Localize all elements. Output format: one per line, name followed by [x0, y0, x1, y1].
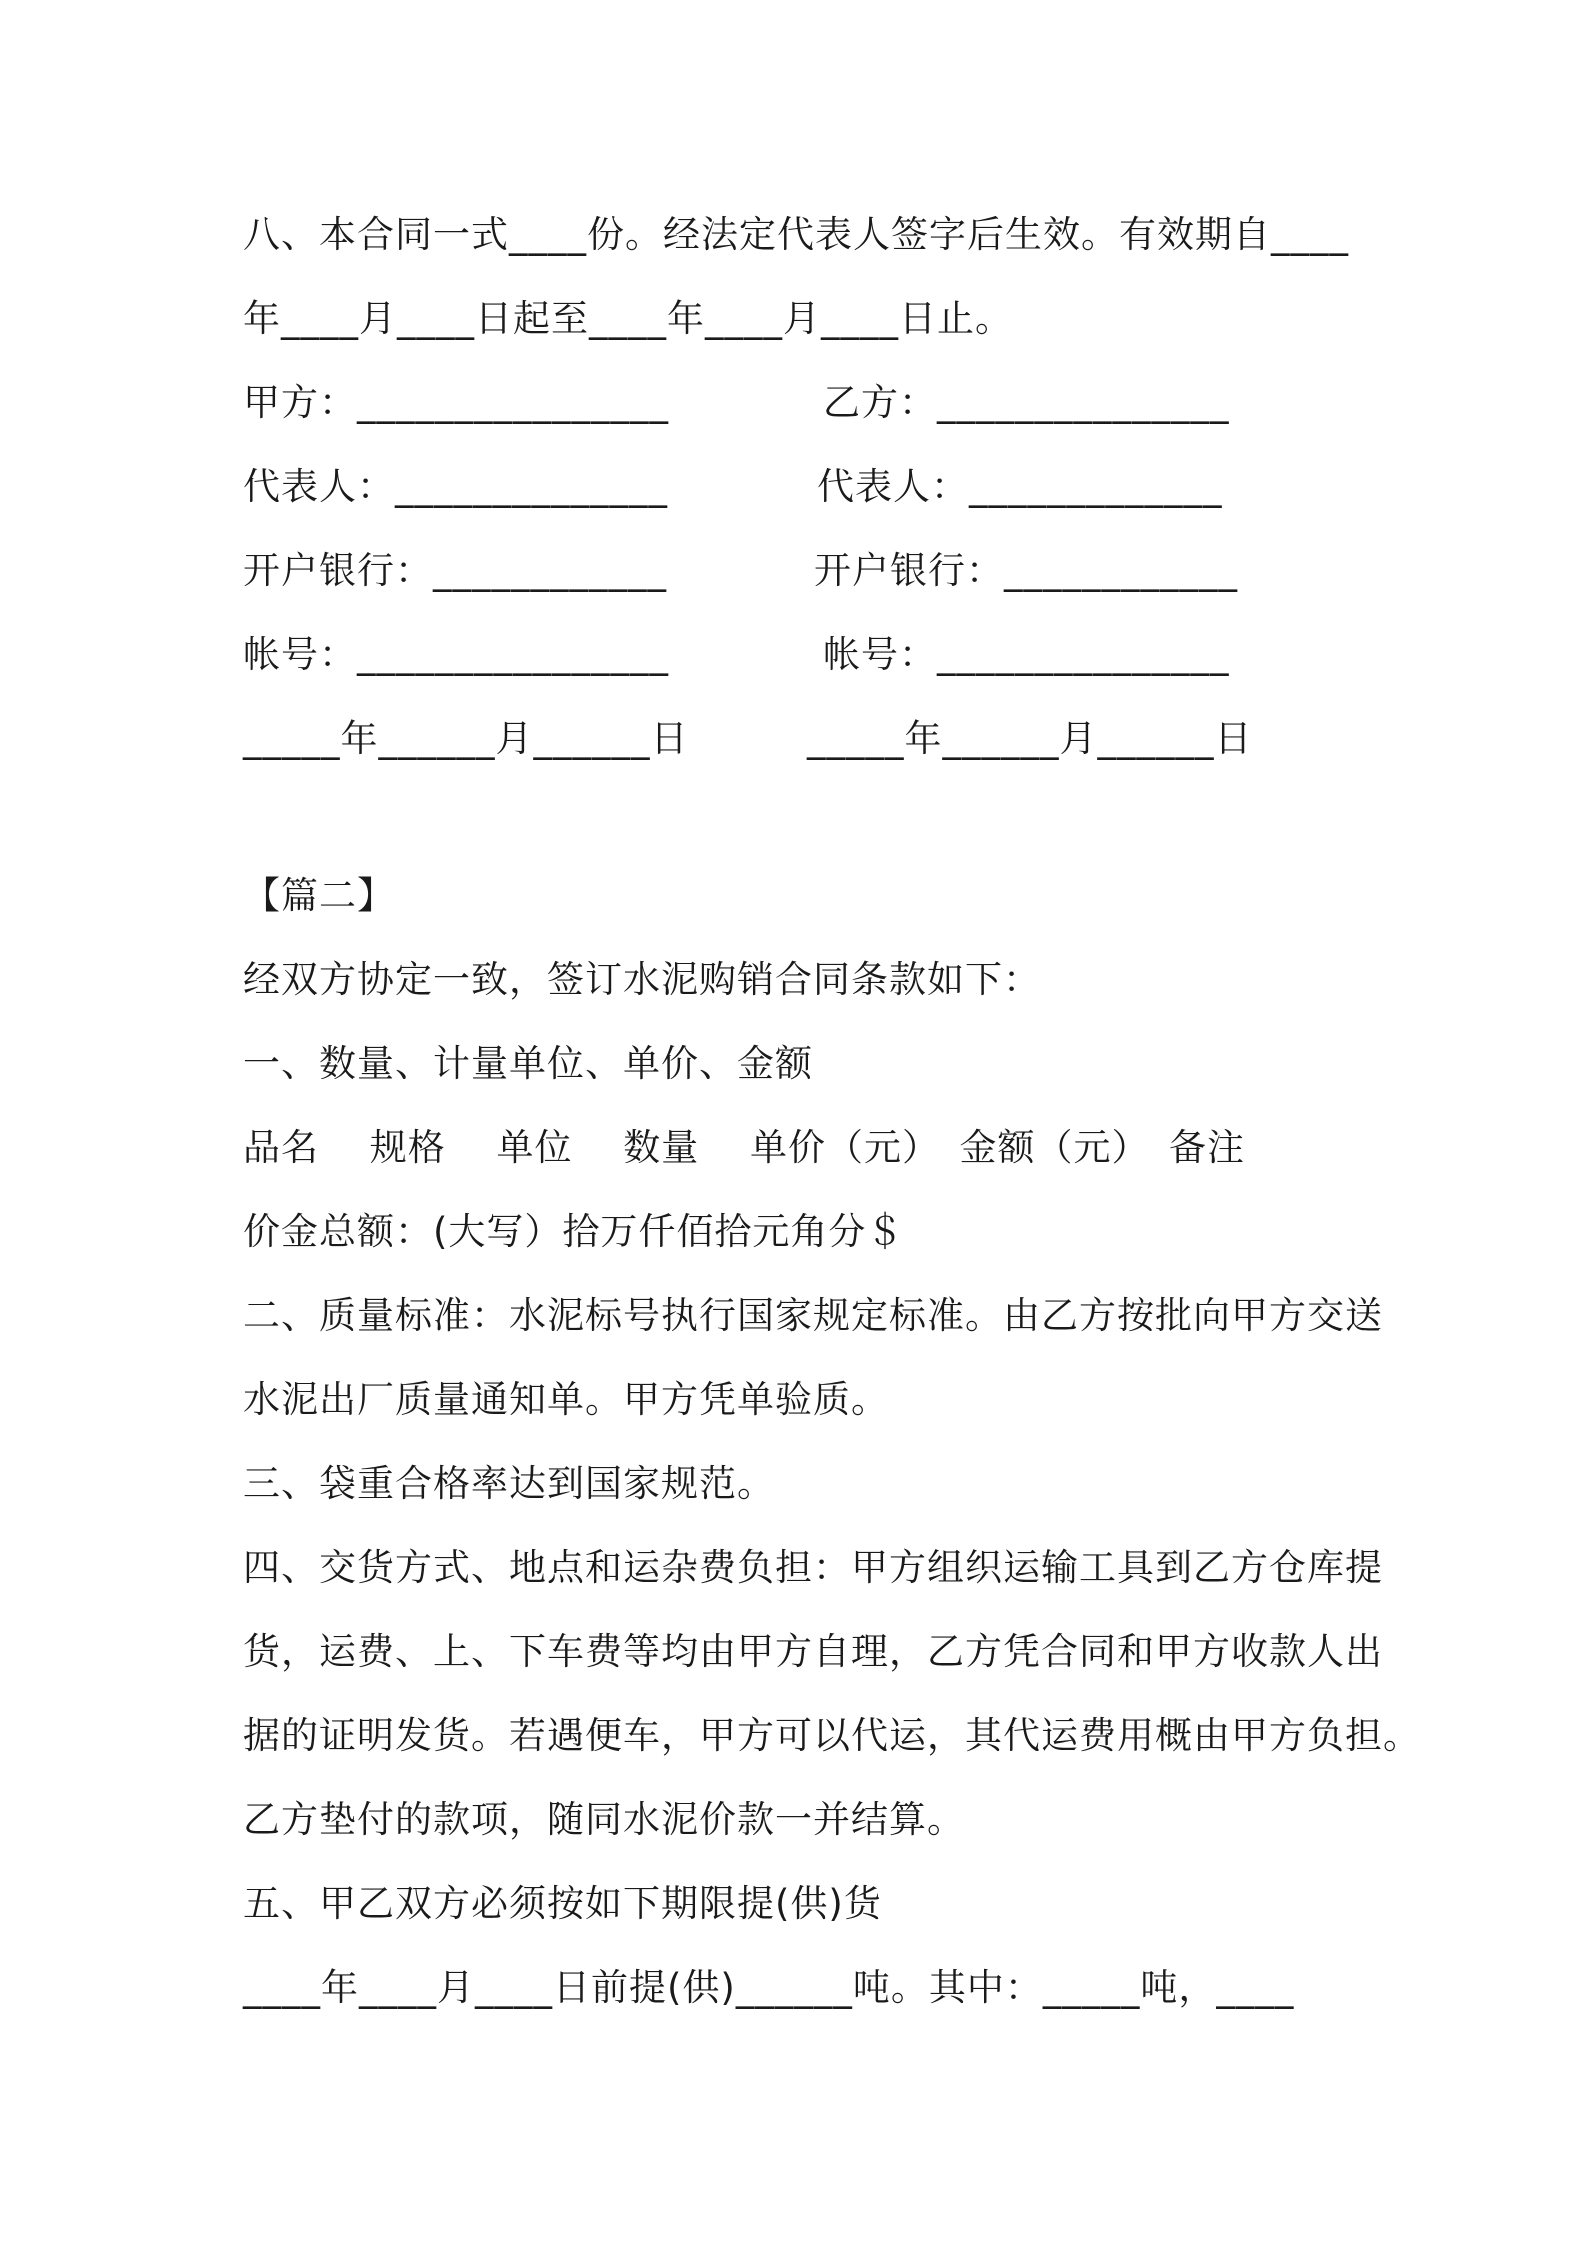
bank-b-field: 开户银行：____________ [814, 549, 1238, 592]
account-a-field: 帐号：________________ [243, 633, 669, 676]
clause8-line1: 八、本合同一式____份。经法定代表人签字后生效。有效期自____ [243, 213, 1349, 256]
rep-a-field: 代表人：______________ [243, 465, 668, 508]
date-b-field: _____年______月______日 [807, 717, 1253, 760]
clause4-line2: 货，运费、上、下车费等均由甲方自理，乙方凭合同和甲方收款人出 [243, 1630, 1383, 1673]
clause4-line4: 乙方垫付的款项，随同水泥价款一并结算。 [243, 1798, 965, 1841]
clause2-line2: 水泥出厂质量通知单。甲方凭单验质。 [243, 1378, 889, 1421]
clause3: 三、袋重合格率达到国家规范。 [243, 1462, 775, 1505]
clause2-line1: 二、质量标准：水泥标号执行国家规定标准。由乙方按批向甲方交送 [243, 1294, 1383, 1337]
clause5-title: 五、甲乙双方必须按如下期限提(供)货 [243, 1882, 882, 1925]
clause8-line2: 年____月____日起至____年____月____日止。 [243, 297, 1013, 340]
clause5-line1: ____年____月____日前提(供)______吨。其中：_____吨，____ [243, 1966, 1295, 2009]
section-heading: 【篇二】 [243, 874, 395, 917]
total-amount: 价金总额：(大写）拾万仟佰拾元角分＄ [243, 1210, 905, 1253]
party-b-field: 乙方：_______________ [823, 381, 1230, 424]
clause4-line1: 四、交货方式、地点和运杂费负担：甲方组织运输工具到乙方仓库提 [243, 1546, 1383, 1589]
date-a-field: _____年______月______日 [243, 717, 689, 760]
account-b-field: 帐号：_______________ [823, 633, 1230, 676]
bank-a-field: 开户银行：____________ [243, 549, 667, 592]
party-a-field: 甲方：________________ [243, 381, 669, 424]
clause1-title: 一、数量、计量单位、单价、金额 [243, 1042, 813, 1085]
intro-paragraph: 经双方协定一致，签订水泥购销合同条款如下： [243, 958, 1041, 1001]
clause4-line3: 据的证明发货。若遇便车，甲方可以代运，其代运费用概由甲方负担。 [243, 1714, 1421, 1757]
table-header: 品名 规格 单位 数量 单价（元） 金额（元） 备注 [243, 1126, 1246, 1169]
rep-b-field: 代表人：_____________ [817, 465, 1223, 508]
